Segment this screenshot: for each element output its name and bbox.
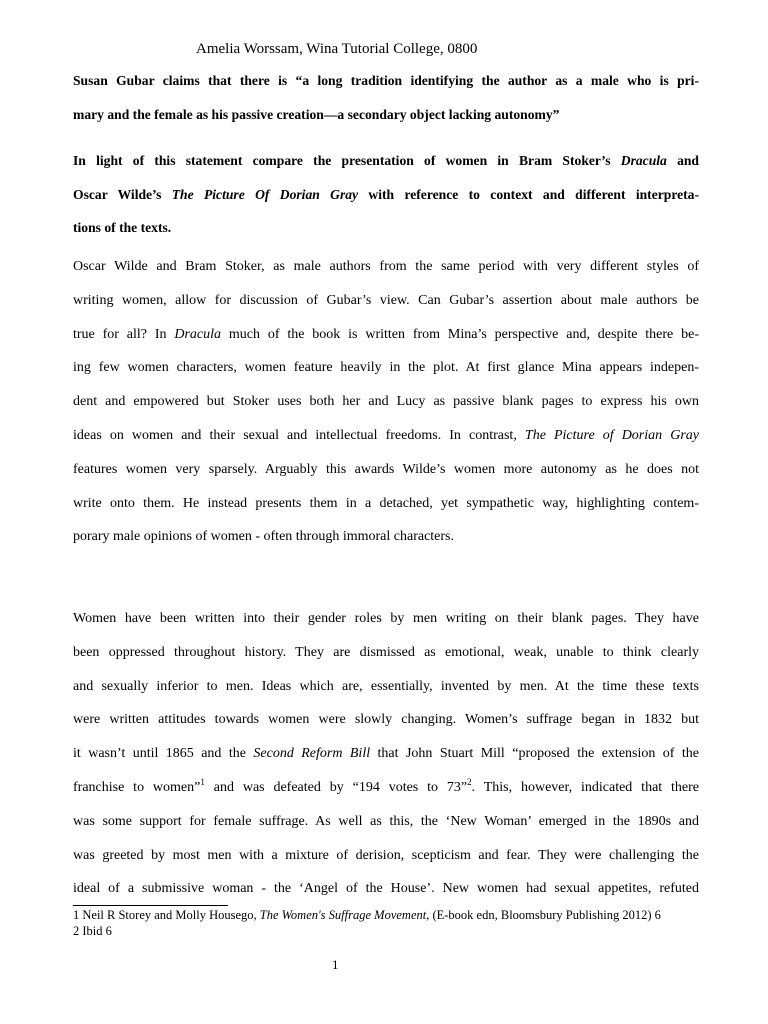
paragraph-line: was greeted by most men with a mixture of derision, scepticism and fear. They were challenging the xyxy=(73,847,699,863)
paragraph-line xyxy=(73,771,699,805)
paragraph-text: and was defeated by “194 votes to 73” xyxy=(204,779,468,795)
footnote-2: 2 Ibid 6 xyxy=(73,924,112,938)
book-title-dorian-gray: The Picture of Dorian Gray xyxy=(524,427,699,443)
paragraph-line: ing few women characters, women feature heavily in the plot. At first glance Mina appears indepen- xyxy=(73,360,699,376)
paragraph-text: . This, however, indicated that there xyxy=(471,779,700,795)
footnote-1 xyxy=(73,907,703,923)
question-line: Susan Gubar claims that there is “a long tradition identifying the author as a male who is pri- xyxy=(73,73,699,88)
footnote-text: 1 Neil R Storey and Molly Housego, xyxy=(73,908,260,922)
essay-question xyxy=(73,64,699,131)
paragraph-line: writing women, allow for discussion of Gubar’s view. Can Gubar’s assertion about male authors be xyxy=(73,292,699,308)
footnote-text: (E-book edn, Bloomsbury Publishing 2012) 6 xyxy=(429,908,661,922)
paragraph-line: Oscar Wilde and Bram Stoker, as male authors from the same period with very different styles of xyxy=(73,259,699,274)
footnote-divider xyxy=(73,905,228,906)
paragraph-line: dent and empowered but Stoker uses both her and Lucy as passive blank pages to express his own xyxy=(73,394,699,410)
prompt-line xyxy=(73,178,699,212)
page-number: 1 xyxy=(332,957,339,972)
paragraph-line: were written attitudes towards women were slowly changing. Women’s suffrage began in 1832 but xyxy=(73,712,699,728)
prompt-text: and xyxy=(666,153,699,168)
author-header: Amelia Worssam, Wina Tutorial College, 0800 xyxy=(196,41,478,57)
paragraph-line: been oppressed throughout history. They are dismissed as emotional, weak, unable to think clearly xyxy=(73,644,699,660)
paragraph-text: true for all? In xyxy=(73,326,175,342)
prompt-line xyxy=(73,144,699,178)
paragraph-line: features women very sparsely. Arguably this awards Wilde’s women more autonomy as he does not xyxy=(73,461,699,477)
prompt-line: tions of the texts. xyxy=(73,220,172,235)
body-paragraph-2 xyxy=(73,602,699,906)
bill-name: Second Reform Bill xyxy=(253,746,371,762)
prompt-text: Oscar Wilde’s xyxy=(73,186,172,202)
body-paragraph-1 xyxy=(73,250,699,554)
paragraph-text: much of the book is written from Mina’s perspective and, despite there be- xyxy=(221,326,699,342)
paragraph-line xyxy=(73,737,699,771)
paragraph-text: it wasn’t until 1865 and the xyxy=(73,746,254,762)
book-title-dracula: Dracula xyxy=(620,153,667,168)
paragraph-line xyxy=(73,419,699,453)
paragraph-text: ideas on women and their sexual and intellectual freedoms. In contrast, xyxy=(73,427,525,443)
footnote-ref-1: 1 xyxy=(200,776,205,787)
prompt-text: with reference to context and different interpreta- xyxy=(358,186,700,202)
essay-prompt xyxy=(73,144,699,245)
paragraph-line: ideal of a submissive woman - the ‘Angel of the House’. New women had sexual appetites, refuted xyxy=(73,881,699,897)
question-line: mary and the female as his passive creation—a secondary object lacking autonomy” xyxy=(73,106,560,122)
book-title-dracula: Dracula xyxy=(174,326,222,342)
paragraph-line: and sexually inferior to men. Ideas which are, essentially, invented by men. At the time these texts xyxy=(73,678,699,694)
footnote-book-title: The Women's Suffrage Movement, xyxy=(259,908,430,922)
paragraph-line: write onto them. He instead presents them in a detached, yet sympathetic way, highlighting contem- xyxy=(73,495,699,511)
prompt-text: In light of this statement compare the presentation of women in Bram Stoker’s xyxy=(73,153,621,168)
footnote-ref-2: 2 xyxy=(467,776,472,787)
paragraph-line xyxy=(73,318,699,352)
paragraph-line: Women have been written into their gender roles by men writing on their blank pages. They have xyxy=(73,611,699,626)
footnotes xyxy=(73,907,703,939)
paragraph-text: that John Stuart Mill “proposed the extension of the xyxy=(370,746,699,762)
book-title-dorian-gray: The Picture Of Dorian Gray xyxy=(171,186,359,202)
paragraph-line: was some support for female suffrage. As well as this, the ‘New Woman’ emerged in the 1890s and xyxy=(73,813,699,829)
paragraph-line: porary male opinions of women - often through immoral characters. xyxy=(73,529,454,545)
paragraph-text: franchise to women” xyxy=(73,779,201,795)
